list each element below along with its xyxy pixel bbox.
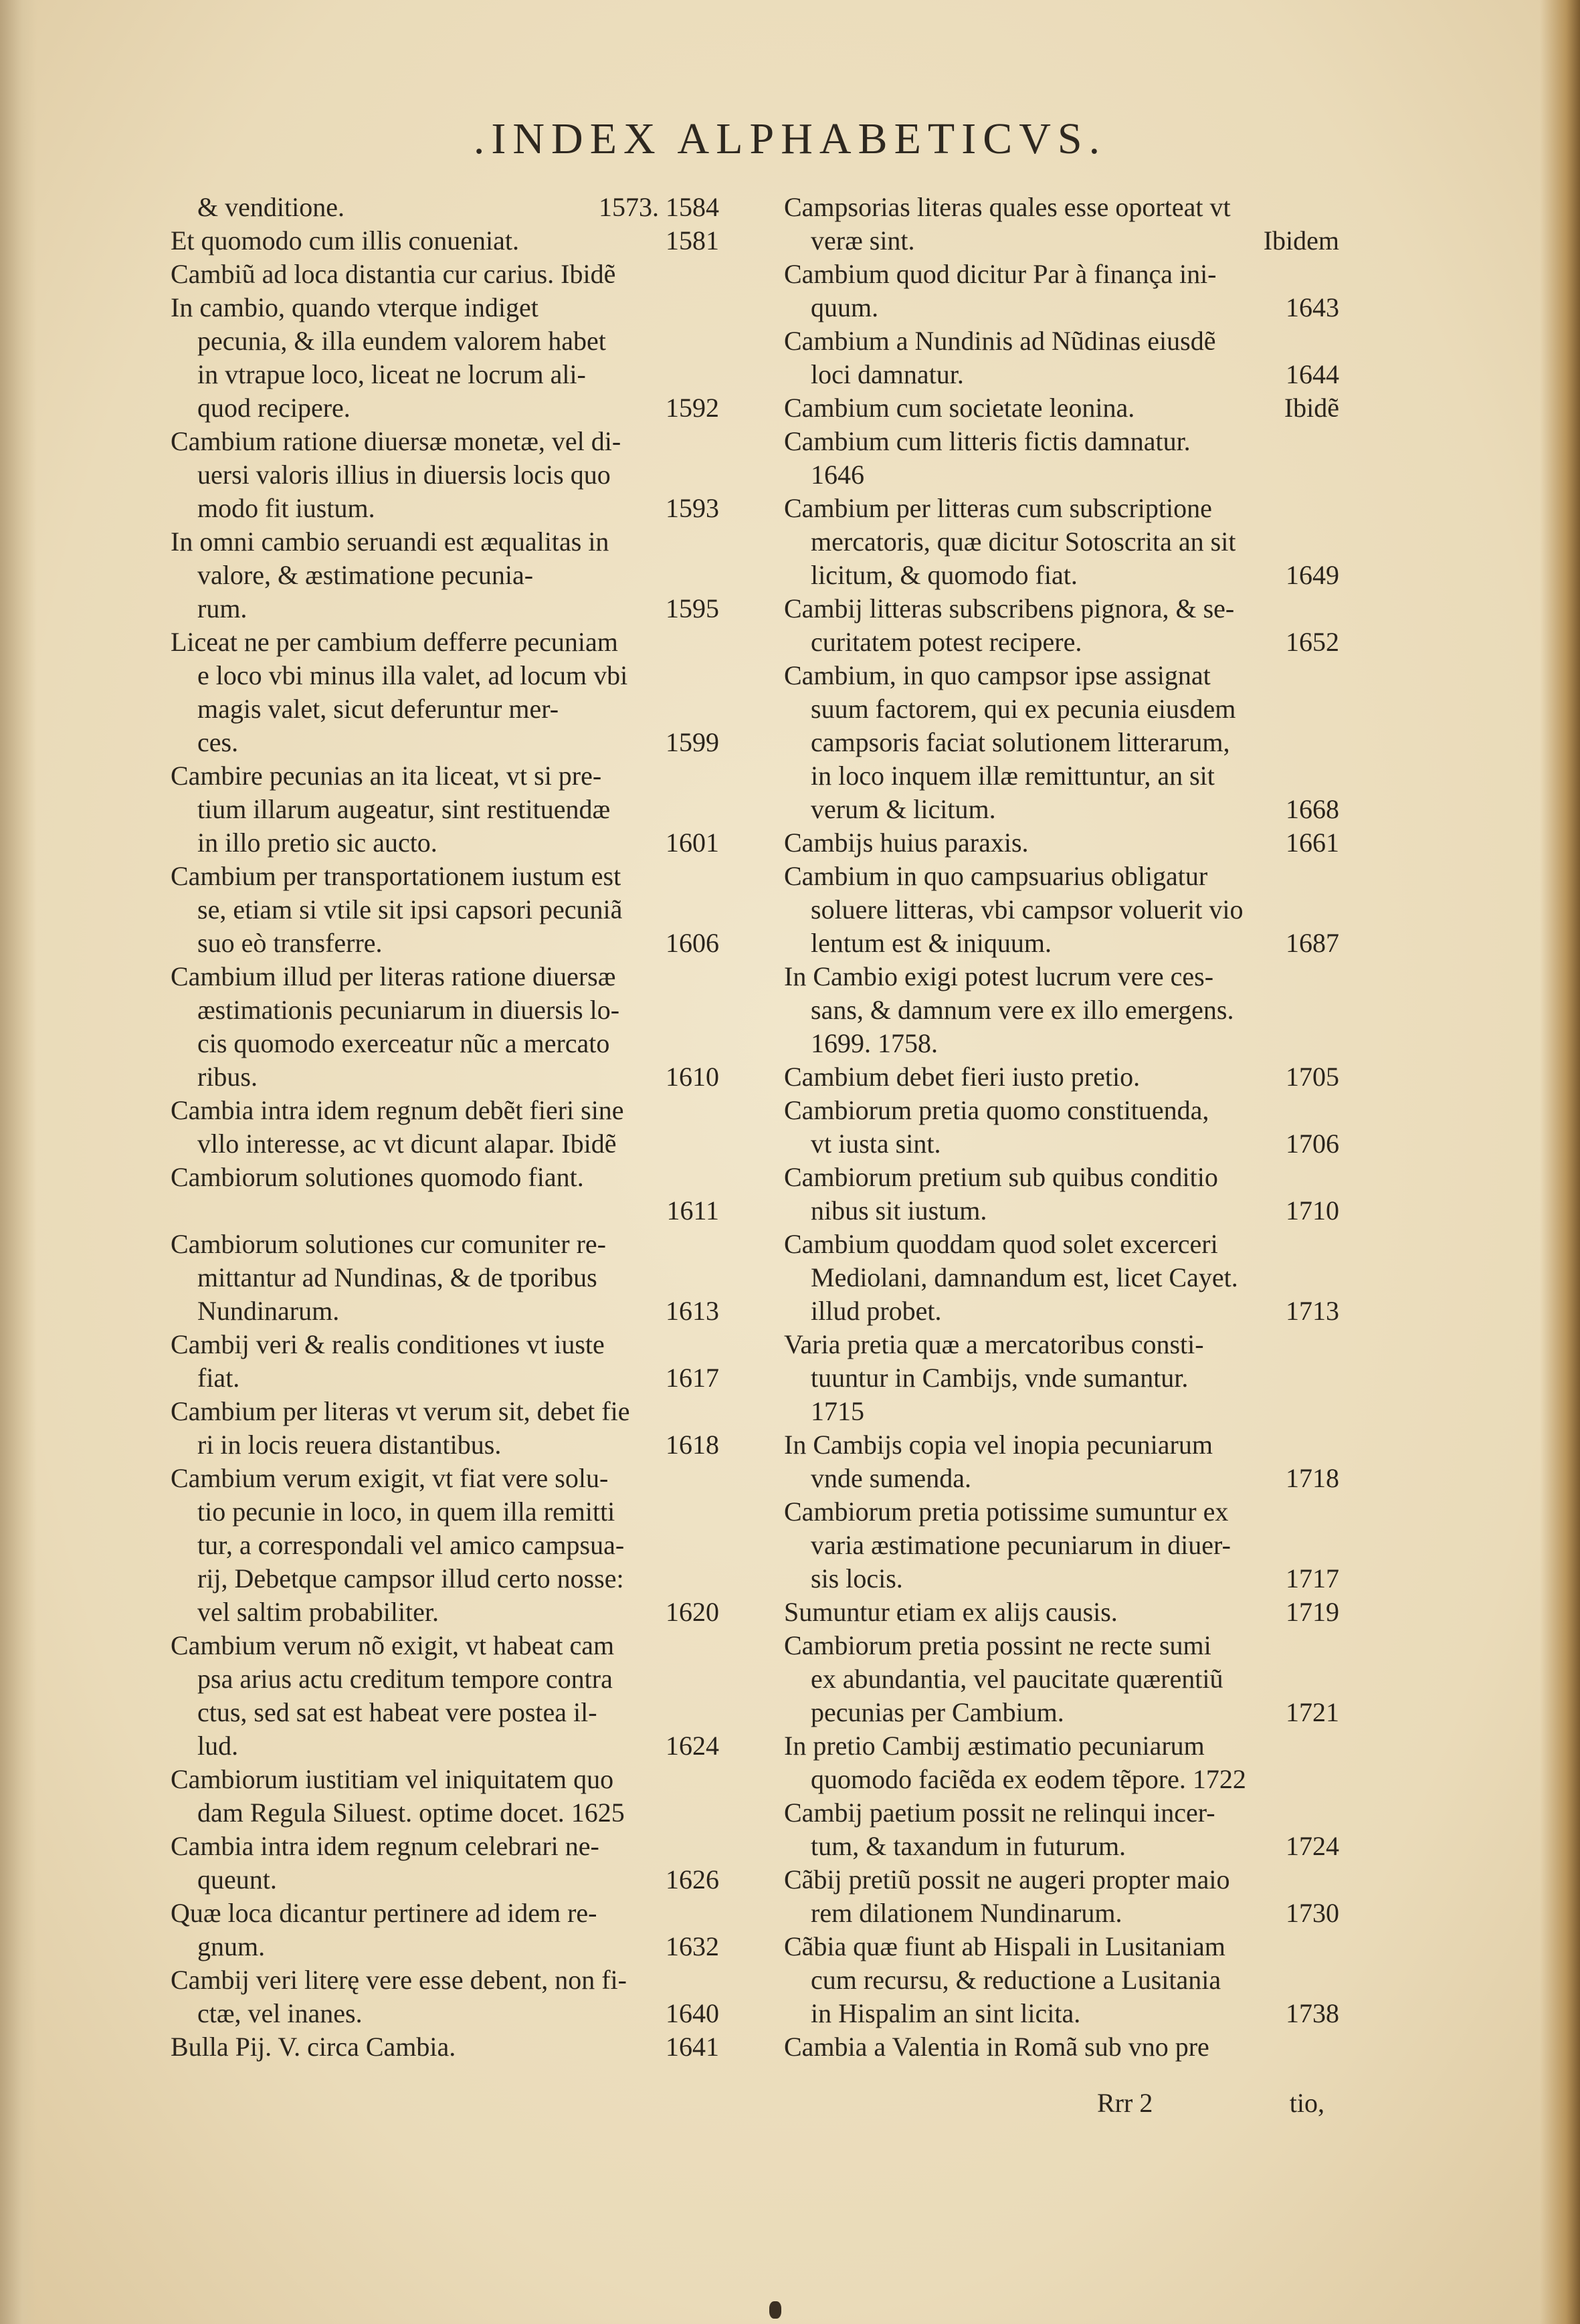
- index-entry-line: [171, 1562, 719, 1595]
- entry-text: valore, & æstimatione pecunia-: [197, 560, 534, 590]
- index-entry-line: [171, 191, 719, 224]
- entry-text: tur, a correspondali vel amico campsua-: [197, 1530, 625, 1560]
- entry-text: Cambium illud per literas ratione diuersæ: [171, 961, 616, 991]
- index-entry-line: [171, 1963, 719, 1997]
- index-entry-line: [171, 1127, 719, 1161]
- index-entry-line: [171, 291, 719, 324]
- entry-text: ces.: [197, 727, 239, 757]
- entry-text: e loco vbi minus illa valet, ad locum vbi: [197, 660, 628, 690]
- entry-text: Cambiorum iustitiam vel iniquitatem quo: [171, 1764, 614, 1794]
- entry-text: Varia pretia quæ a mercatoribus consti-: [784, 1329, 1204, 1359]
- page-reference: 1644: [1286, 359, 1339, 389]
- entry-text: campsoris faciat solutionem litterarum,: [811, 727, 1230, 757]
- index-entry-line: [171, 1729, 719, 1763]
- page-reference: 1643: [1286, 292, 1339, 322]
- index-entry-line: [171, 2030, 719, 2064]
- entry-text: & venditione.: [197, 192, 344, 222]
- index-entry-line: [171, 1495, 719, 1529]
- index-entry-line: [784, 425, 1339, 458]
- index-entry-line: [784, 458, 1339, 492]
- index-entry-line: [171, 1428, 719, 1462]
- index-entry-line: [784, 1529, 1339, 1562]
- entry-text: se, etiam si vtile sit ipsi capsori pecuniã: [197, 894, 623, 925]
- page-reference: 1624: [666, 1731, 719, 1761]
- entry-text: cis quomodo exerceatur nũc a mercato: [197, 1028, 610, 1058]
- page-reference: 1618: [666, 1430, 719, 1460]
- running-header: .INDEX ALPHABETICVS.: [473, 114, 1107, 163]
- entry-text: In omni cambio seruandi est æqualitas in: [171, 526, 609, 557]
- entry-text: Cambia a Valentia in Romã sub vno pre: [784, 2032, 1209, 2062]
- entry-text: Cambium quoddam quod solet excerceri: [784, 1229, 1218, 1259]
- entry-text: quod recipere.: [197, 393, 351, 423]
- entry-text: Sumuntur etiam ex alijs causis.: [784, 1597, 1118, 1627]
- index-entry-line: [784, 1127, 1339, 1161]
- page-reference: 1617: [666, 1363, 719, 1393]
- page-reference: 1595: [666, 593, 719, 623]
- index-entry-line: [784, 1194, 1339, 1228]
- entry-text: fiat.: [197, 1363, 240, 1393]
- entry-text: pecunia, & illa eundem valorem habet: [197, 326, 606, 356]
- index-entry-line: [171, 893, 719, 927]
- page-reference: 1626: [666, 1864, 719, 1895]
- index-entry-line: [171, 1161, 719, 1194]
- index-entry-line: [171, 993, 719, 1027]
- entry-text: In Cambio exigi potest lucrum vere ces-: [784, 961, 1214, 991]
- index-entry-line: [784, 927, 1339, 960]
- index-entry-line: [784, 291, 1339, 324]
- index-entry-line: [171, 1328, 719, 1361]
- entry-text: Cambiorum pretia quomo constituenda,: [784, 1095, 1209, 1125]
- page-reference: 1719: [1286, 1597, 1339, 1627]
- index-entry-line: [171, 1930, 719, 1963]
- entry-text: sans, & damnum vere ex illo emergens.: [811, 995, 1234, 1025]
- entry-text: uersi valoris illius in diuersis locis quo: [197, 460, 611, 490]
- entry-text: Cambij veri literę vere esse debent, non fi-: [171, 1965, 627, 1995]
- entry-text: nibus sit iustum.: [811, 1195, 987, 1226]
- entry-text: pecunias per Cambium.: [811, 1697, 1064, 1727]
- page-reference: 1610: [666, 1062, 719, 1092]
- entry-text: Cambiũ ad loca distantia cur carius. Ibidẽ: [171, 259, 616, 289]
- page-reference: 1710: [1286, 1195, 1339, 1226]
- index-entry-line: [171, 1395, 719, 1428]
- entry-text: ctæ, vel inanes.: [197, 1998, 363, 2028]
- index-entry-line: [171, 324, 719, 358]
- entry-text: 1699. 1758.: [811, 1028, 938, 1058]
- entry-text: Cambij veri & realis conditiones vt iuste: [171, 1329, 605, 1359]
- index-entry-line: [784, 1629, 1339, 1662]
- entry-text: 1715: [811, 1396, 864, 1426]
- index-entry-line: [784, 1830, 1339, 1863]
- entry-text: in vtrapue loco, liceat ne locrum ali-: [197, 359, 586, 389]
- entry-text: loci damnatur.: [811, 359, 964, 389]
- index-entry-line: [784, 1462, 1339, 1495]
- ink-smudge: [769, 2301, 781, 2319]
- index-entry-line: [784, 1261, 1339, 1294]
- index-entry-line: [171, 625, 719, 659]
- index-entry-line: [171, 759, 719, 793]
- entry-text: Cambij paetium possit ne relinqui incer-: [784, 1798, 1215, 1828]
- index-entry-line: [171, 960, 719, 993]
- page-reference: 1611: [666, 1195, 719, 1226]
- entry-text: Cambia intra idem regnum debẽt fieri sine: [171, 1095, 624, 1125]
- index-entry-line: [784, 625, 1339, 659]
- entry-text: Mediolani, damnandum est, licet Cayet.: [811, 1262, 1238, 1292]
- index-entry-line: [784, 592, 1339, 625]
- entry-text: In cambio, quando vterque indiget: [171, 292, 538, 322]
- page-reference: 1661: [1286, 828, 1339, 858]
- entry-text: ribus.: [197, 1062, 258, 1092]
- entry-text: Cambium verum nõ exigit, vt habeat cam: [171, 1630, 615, 1660]
- entry-text: ctus, sed sat est habeat vere postea il-: [197, 1697, 597, 1727]
- index-entry-line: [171, 826, 719, 860]
- index-entry-line: [171, 1595, 719, 1629]
- index-column-left: [171, 191, 719, 2064]
- index-entry-line: [171, 1094, 719, 1127]
- page-reference: 1730: [1286, 1898, 1339, 1928]
- entry-text: modo fit iustum.: [197, 493, 375, 523]
- index-entry-line: [784, 1428, 1339, 1462]
- entry-text: vnde sumenda.: [811, 1463, 971, 1493]
- index-entry-line: [171, 793, 719, 826]
- page-reference: 1641: [666, 2032, 719, 2062]
- index-entry-line: [784, 960, 1339, 993]
- page-gutter-shadow: [0, 0, 37, 2324]
- index-entry-line: [784, 1562, 1339, 1595]
- entry-text: æstimationis pecuniarum in diuersis lo-: [197, 995, 620, 1025]
- index-entry-line: [784, 492, 1339, 525]
- entry-text: vllo interesse, ac vt dicunt alapar. Ibidẽ: [197, 1129, 617, 1159]
- entry-text: suo eò transferre.: [197, 928, 383, 958]
- index-entry-line: [171, 592, 719, 625]
- entry-text: gnum.: [197, 1931, 266, 1961]
- index-entry-line: [784, 1495, 1339, 1529]
- entry-text: verum & licitum.: [811, 794, 996, 824]
- entry-text: lentum est & iniquum.: [811, 928, 1052, 958]
- index-entry-line: [784, 759, 1339, 793]
- entry-text: Cambium a Nundinis ad Nũdinas eiusdẽ: [784, 326, 1216, 356]
- index-entry-line: [784, 692, 1339, 726]
- page-reference: 1599: [666, 727, 719, 757]
- index-entry-line: [171, 1060, 719, 1094]
- entry-text: tum, & taxandum in futurum.: [811, 1831, 1126, 1861]
- entry-text: Cambium ratione diuersæ monetæ, vel di-: [171, 426, 621, 456]
- entry-text: Cambium per literas vt verum sit, debet fie: [171, 1396, 630, 1426]
- index-entry-line: [171, 425, 719, 458]
- entry-text: Cambium verum exigit, vt fiat vere solu-: [171, 1463, 609, 1493]
- entry-text: Bulla Pij. V. circa Cambia.: [171, 2032, 456, 2062]
- page-reference: 1687: [1286, 928, 1339, 958]
- index-entry-line: [171, 1830, 719, 1863]
- entry-text: Cambire pecunias an ita liceat, vt si pre-: [171, 761, 602, 791]
- index-entry-line: [171, 1796, 719, 1830]
- index-entry-line: [171, 1027, 719, 1060]
- entry-text: Cambium cum litteris fictis damnatur.: [784, 426, 1191, 456]
- index-entry-line: [171, 1228, 719, 1261]
- page-reference: 1581: [666, 225, 719, 256]
- index-entry-line: [784, 358, 1339, 391]
- entry-text: Cambiorum pretia potissime sumuntur ex: [784, 1496, 1229, 1527]
- entry-text: in Hispalim an sint licita.: [811, 1998, 1081, 2028]
- index-entry-line: [171, 224, 719, 258]
- index-entry-line: [171, 559, 719, 592]
- page-reference: 1601: [666, 828, 719, 858]
- entry-text: 1646: [811, 460, 864, 490]
- page-reference: 1738: [1286, 1998, 1339, 2028]
- index-entry-line: [784, 1395, 1339, 1428]
- index-entry-line: [784, 525, 1339, 559]
- index-entry-line: [171, 258, 719, 291]
- entry-text: In Cambijs copia vel inopia pecuniarum: [784, 1430, 1213, 1460]
- index-entry-line: [784, 1228, 1339, 1261]
- index-entry-line: [784, 324, 1339, 358]
- entry-text: Cambiorum pretia possint ne recte sumi: [784, 1630, 1211, 1660]
- index-entry-line: [784, 1763, 1339, 1796]
- index-entry-line: [171, 358, 719, 391]
- entry-text: varia æstimatione pecuniarum in diuer-: [811, 1530, 1231, 1560]
- page-reference: 1713: [1286, 1296, 1339, 1326]
- entry-text: tio pecunie in loco, in quem illa remitti: [197, 1496, 615, 1527]
- index-entry-line: [784, 1696, 1339, 1729]
- page-reference: 1606: [666, 928, 719, 958]
- entry-text: Cambium quod dicitur Par à finança ini-: [784, 259, 1217, 289]
- entry-text: rem dilationem Nundinarum.: [811, 1898, 1122, 1928]
- entry-text: Cambium in quo campsuarius obligatur: [784, 861, 1208, 891]
- entry-text: tium illarum augeatur, sint restituendæ: [197, 794, 611, 824]
- index-entry-line: [784, 1595, 1339, 1629]
- index-entry-line: [171, 1662, 719, 1696]
- entry-text: in illo pretio sic aucto.: [197, 828, 437, 858]
- page-reference: 1592: [666, 393, 719, 423]
- index-entry-line: [784, 1729, 1339, 1763]
- index-entry-line: [784, 2030, 1339, 2064]
- entry-text: suum factorem, qui ex pecunia eiusdem: [811, 694, 1236, 724]
- index-entry-line: [784, 1328, 1339, 1361]
- index-entry-line: [171, 1462, 719, 1495]
- entry-text: Cambijs huius paraxis.: [784, 828, 1029, 858]
- index-entry-line: [784, 826, 1339, 860]
- page-reference: 1718: [1286, 1463, 1339, 1493]
- entry-text: curitatem potest recipere.: [811, 627, 1082, 657]
- entry-text: soluere litteras, vbi campsor voluerit vio: [811, 894, 1244, 925]
- index-entry-line: [171, 1294, 719, 1328]
- index-entry-line: [784, 860, 1339, 893]
- entry-text: Nundinarum.: [197, 1296, 340, 1326]
- index-entry-line: [171, 391, 719, 425]
- index-entry-line: [171, 659, 719, 692]
- entry-text: veræ sint.: [811, 225, 915, 256]
- entry-text: Cambium per transportationem iustum est: [171, 861, 621, 891]
- entry-text: vel saltim probabiliter.: [197, 1597, 439, 1627]
- page-reference: 1632: [666, 1931, 719, 1961]
- index-entry-line: [784, 1897, 1339, 1930]
- entry-text: Cambiorum solutiones cur comuniter re-: [171, 1229, 606, 1259]
- entry-text: Cambium cum societate leonina.: [784, 393, 1135, 423]
- index-entry-line: [784, 1997, 1339, 2030]
- entry-text: Cambium debet fieri iusto pretio.: [784, 1062, 1141, 1092]
- index-entry-line: [171, 860, 719, 893]
- entry-text: illud probet.: [811, 1296, 942, 1326]
- index-entry-line: [171, 525, 719, 559]
- entry-text: rum.: [197, 593, 248, 623]
- page-reference: Ibidem: [1263, 225, 1339, 256]
- index-entry-line: [171, 1863, 719, 1897]
- index-entry-line: [171, 1361, 719, 1395]
- page-reference: 1573. 1584: [599, 192, 719, 222]
- index-entry-line: [784, 1796, 1339, 1830]
- index-entry-line: [784, 191, 1339, 224]
- entry-text: quum.: [811, 292, 879, 322]
- page-reference: 1652: [1286, 627, 1339, 657]
- page-reference: 1620: [666, 1597, 719, 1627]
- entry-text: Cambia intra idem regnum celebrari ne-: [171, 1831, 599, 1861]
- index-column-right: [784, 191, 1339, 2064]
- entry-text: rij, Debetque campsor illud certo nosse:: [197, 1563, 624, 1593]
- entry-text: queunt.: [197, 1864, 277, 1895]
- index-entry-line: [784, 1294, 1339, 1328]
- page-reference: 1724: [1286, 1831, 1339, 1861]
- index-entry-line: [784, 258, 1339, 291]
- entry-text: Cambiorum pretium sub quibus conditio: [784, 1162, 1218, 1192]
- entry-text: dam Regula Siluest. optime docet. 1625: [197, 1798, 625, 1828]
- index-entry-line: [784, 1094, 1339, 1127]
- page-reference: 1705: [1286, 1062, 1339, 1092]
- index-entry-line: [784, 659, 1339, 692]
- index-entry-line: [784, 893, 1339, 927]
- page-reference: Ibidẽ: [1284, 393, 1339, 423]
- index-entry-line: [784, 1930, 1339, 1963]
- entry-text: Campsorias literas quales esse oporteat vt: [784, 192, 1231, 222]
- page-reference: 1668: [1286, 794, 1339, 824]
- entry-text: Cãbia quæ fiunt ab Hispali in Lusitaniam: [784, 1931, 1225, 1961]
- entry-text: in loco inquem illæ remittuntur, an sit: [811, 761, 1215, 791]
- entry-text: vt iusta sint.: [811, 1129, 941, 1159]
- index-entry-line: [171, 1529, 719, 1562]
- index-entry-line: [171, 726, 719, 759]
- page-edge-shadow: [1540, 0, 1580, 2324]
- entry-text: quomodo faciẽda ex eodem tẽpore. 1722: [811, 1764, 1246, 1794]
- index-entry-line: [171, 492, 719, 525]
- entry-text: cum recursu, & reductione a Lusitania: [811, 1965, 1221, 1995]
- entry-text: psa arius actu creditum tempore contra: [197, 1664, 613, 1694]
- page-reference: 1706: [1286, 1129, 1339, 1159]
- entry-text: In pretio Cambij æstimatio pecuniarum: [784, 1731, 1205, 1761]
- entry-text: ex abundantia, vel paucitate quærentiũ: [811, 1664, 1223, 1694]
- index-entry-line: [784, 559, 1339, 592]
- entry-text: Cãbij pretiũ possit ne augeri propter maio: [784, 1864, 1230, 1895]
- entry-text: Cambium per litteras cum subscriptione: [784, 493, 1212, 523]
- index-entry-line: [784, 391, 1339, 425]
- page-reference: 1593: [666, 493, 719, 523]
- entry-text: lud.: [197, 1731, 239, 1761]
- index-entry-line: [171, 1629, 719, 1662]
- page-reference: 1649: [1286, 560, 1339, 590]
- entry-text: Et quomodo cum illis conueniat.: [171, 225, 520, 256]
- entry-text: mittantur ad Nundinas, & de tporibus: [197, 1262, 597, 1292]
- page-reference: 1721: [1286, 1697, 1339, 1727]
- page-reference: 1613: [666, 1296, 719, 1326]
- entry-text: licitum, & quomodo fiat.: [811, 560, 1078, 590]
- index-entry-line: [171, 1261, 719, 1294]
- index-entry-line: [171, 458, 719, 492]
- signature-mark: Rrr 2: [1097, 2088, 1153, 2118]
- page-reference: 1717: [1286, 1563, 1339, 1593]
- index-entry-line: [171, 1763, 719, 1796]
- index-entry-line: [784, 793, 1339, 826]
- index-entry-line: [784, 1863, 1339, 1897]
- index-entry-line: [171, 1997, 719, 2030]
- index-entry-line: [784, 1963, 1339, 1997]
- index-entry-line: [171, 692, 719, 726]
- entry-text: tuuntur in Cambijs, vnde sumantur.: [811, 1363, 1189, 1393]
- entry-text: ri in locis reuera distantibus.: [197, 1430, 502, 1460]
- entry-text: Liceat ne per cambium defferre pecuniam: [171, 627, 618, 657]
- index-entry-line: [784, 1361, 1339, 1395]
- index-entry-line: [784, 224, 1339, 258]
- entry-text: Quæ loca dicantur pertinere ad idem re-: [171, 1898, 597, 1928]
- index-entry-line: [784, 1060, 1339, 1094]
- index-entry-line: [171, 1897, 719, 1930]
- index-entry-line: [171, 1696, 719, 1729]
- index-entry-line: [784, 1662, 1339, 1696]
- index-entry-line: [171, 927, 719, 960]
- index-entry-line: [784, 1027, 1339, 1060]
- index-entry-line: [784, 993, 1339, 1027]
- entry-text: Cambiorum solutiones quomodo fiant.: [171, 1162, 584, 1192]
- index-entry-line: [171, 1194, 719, 1228]
- page-footer: [1097, 2087, 1324, 2119]
- entry-text: mercatoris, quæ dicitur Sotoscrita an sit: [811, 526, 1236, 557]
- page-reference: 1640: [666, 1998, 719, 2028]
- index-entry-line: [784, 1161, 1339, 1194]
- index-entry-line: [784, 726, 1339, 759]
- entry-text: Cambij litteras subscribens pignora, & se-: [784, 593, 1235, 623]
- catchword: tio,: [1289, 2088, 1324, 2118]
- entry-text: sis locis.: [811, 1563, 903, 1593]
- entry-text: magis valet, sicut deferuntur mer-: [197, 694, 559, 724]
- entry-text: Cambium, in quo campsor ipse assignat: [784, 660, 1211, 690]
